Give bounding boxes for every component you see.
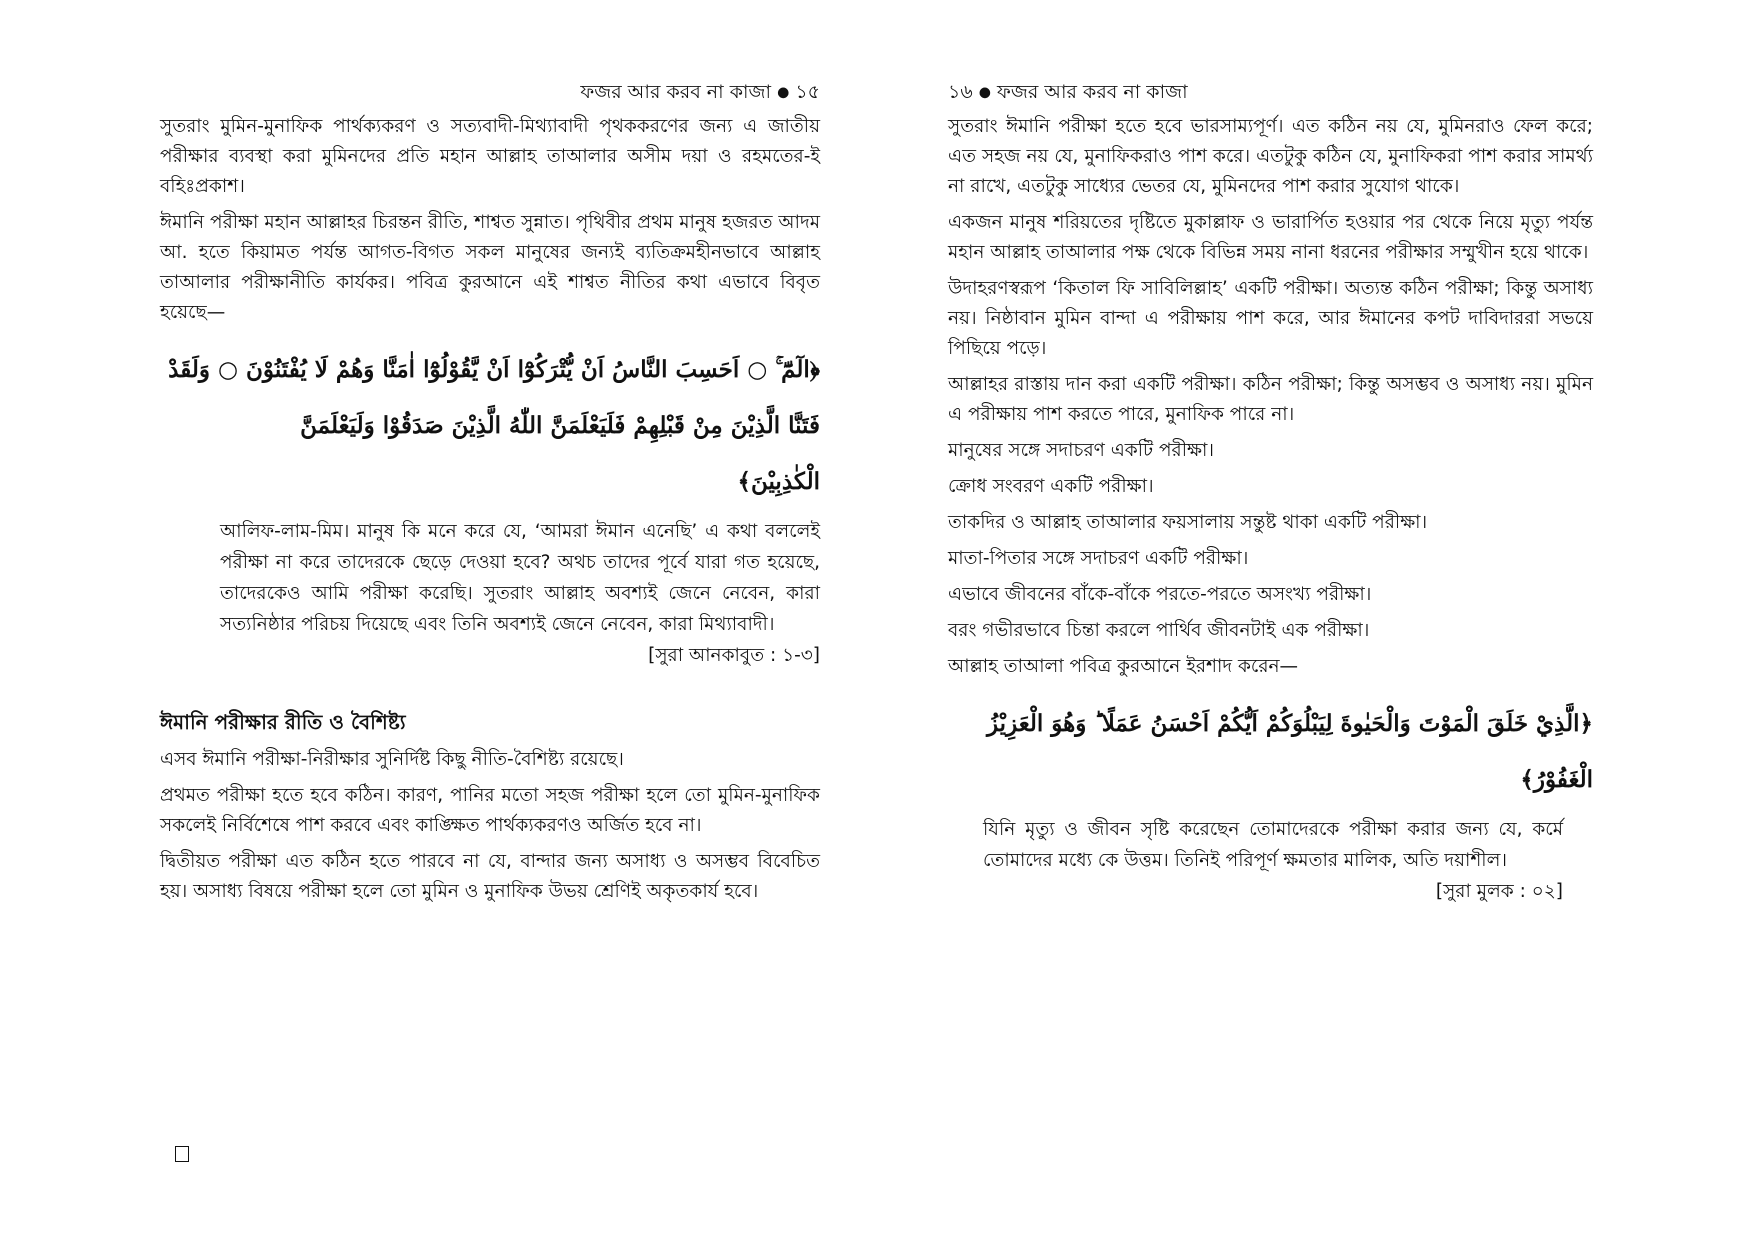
verse-translation <box>948 814 1593 907</box>
paragraph: প্রথমত পরীক্ষা হতে হবে কঠিন। কারণ, পানির মতো সহজ পরীক্ষা হলে তো মুমিন-মুনাফিক সকলেই নির্বিশেষে পাশ করবে এবং কাঙ্ক্ষিত পার্থক্যকরণও অর্জিত হবে না। <box>160 785 820 836</box>
header-bullet: ● <box>777 84 790 101</box>
page-number: ১৫ <box>795 81 820 103</box>
paragraph: আল্লাহ তাআলা পবিত্র কুরআনে ইরশাদ করেন— <box>948 656 1299 677</box>
paragraph: ক্রোধ সংবরণ একটি পরীক্ষা। <box>948 476 1154 497</box>
left-page-body <box>160 112 820 913</box>
paragraph: আল্লাহর রাস্তায় দান করা একটি পরীক্ষা। কঠিন পরীক্ষা; কিন্তু অসম্ভব ও অসাধ্য নয়। মুমিন এ পরীক্ষায় পাশ করতে পারে, মুনাফিক পারে না। <box>948 374 1593 425</box>
arabic-line: الْغَفُوْرُ﴾ <box>1520 766 1593 793</box>
paragraph: মাতা-পিতার সঙ্গে সদাচরণ একটি পরীক্ষা। <box>948 548 1249 569</box>
running-header-left <box>580 80 820 105</box>
translation-text: আলিফ-লাম-মিম। মানুষ কি মনে করে যে, ‘আমরা ঈমান এনেছি’ এ কথা বললেই পরীক্ষা না করে তাদেরকে ছেড়ে দেওয়া হবে? অথচ তাদের পূর্বে যারা গত হয়েছে, তাদেরকেও আমি পরীক্ষা করেছি। সুতরাং আল্লাহ অবশ্যই জেনে নেবেন, কারা সত্যনিষ্ঠার পরিচয় দিয়েছে এবং তিনি অবশ্যই জেনে নেবেন, কারা মিথ্যাবাদী। <box>220 521 820 635</box>
header-bullet: ● <box>978 84 991 101</box>
verse-translation <box>160 516 820 671</box>
paragraph: দ্বিতীয়ত পরীক্ষা এত কঠিন হতে পারবে না যে, বান্দার জন্য অসাধ্য ও অসম্ভব বিবেচিত হয়। অসাধ্য বিষয়ে পরীক্ষা হলে তো মুমিন ও মুনাফিক উভয় শ্রেণিই অকৃতকার্য হবে। <box>160 851 820 902</box>
paragraph: সুতরাং মুমিন-মুনাফিক পার্থক্যকরণ ও সত্যবাদী-মিথ্যাবাদী পৃথককরণের জন্য এ জাতীয় পরীক্ষার ব্যবস্থা করা মুমিনদের প্রতি মহান আল্লাহ তাআলার অসীম দয়া ও রহমতের-ই বহিঃপ্রকাশ। <box>160 116 820 197</box>
verse-reference: [সুরা মুলক : ০২] <box>1435 881 1563 902</box>
translation-text: যিনি মৃত্যু ও জীবন সৃষ্টি করেছেন তোমাদেরকে পরীক্ষা করার জন্য যে, কর্মে তোমাদের মধ্যে কে উত্তম। তিনিই পরিপূর্ণ ক্ষমতার মালিক, অতি দয়াশীল। <box>983 819 1563 871</box>
arabic-line: الْكٰذِبِيْنَ﴾ <box>737 468 820 495</box>
running-header-right <box>948 80 1188 105</box>
page-number: ১৬ <box>948 81 973 103</box>
arabic-line: فَتَنَّا الَّذِيْنَ مِنْ قَبْلِهِمْ فَلَيَعْلَمَنَّ اللّٰهُ الَّذِيْنَ صَدَقُوْا وَلَيَعْلَمَنَّ <box>300 412 820 439</box>
paragraph: মানুষের সঙ্গে সদাচরণ একটি পরীক্ষা। <box>948 440 1214 461</box>
arabic-line: ﴿الٓمّٓ ۚ ○ اَحَسِبَ النَّاسُ اَنْ يُّتْرَكُوْٓا اَنْ يَّقُوْلُوْٓا اٰمَنَّا وَهُمْ لَا يُفْتَنُوْنَ ○ وَلَقَدْ <box>168 356 820 383</box>
quran-verse-arabic <box>160 342 820 510</box>
paragraph: এভাবে জীবনের বাঁকে-বাঁকে পরতে-পরতে অসংখ্য পরীক্ষা। <box>948 584 1372 605</box>
verse-reference: [সুরা আনকাবুত : ১-৩] <box>648 645 820 666</box>
header-title: ফজর আর করব না কাজা <box>997 81 1188 103</box>
right-page-body <box>948 112 1593 917</box>
header-title: ফজর আর করব না কাজা <box>580 81 772 103</box>
corner-box-mark <box>175 1146 189 1162</box>
quran-verse-arabic <box>948 696 1593 808</box>
paragraph: একজন মানুষ শরিয়তের দৃষ্টিতে মুকাল্লাফ ও ভারার্পিত হওয়ার পর থেকে নিয়ে মৃত্যু পর্যন্ত মহান আল্লাহ তাআলার পক্ষ থেকে বিভিন্ন সময় নানা ধরনের পরীক্ষার সম্মুখীন হয়ে থাকে। <box>948 212 1593 263</box>
paragraph: সুতরাং ঈমানি পরীক্ষা হতে হবে ভারসাম্যপূর্ণ। এত কঠিন নয় যে, মুমিনরাও ফেল করে; এত সহজ নয় যে, মুনাফিকরাও পাশ করে। এতটুকু কঠিন যে, মুনাফিকরা পাশ করার সামর্থ্য না রাখে, এতটুকু সাধ্যের ভেতর যে, মুমিনদের পাশ করার সুযোগ থাকে। <box>948 116 1593 197</box>
paragraph: বরং গভীরভাবে চিন্তা করলে পার্থিব জীবনটাই এক পরীক্ষা। <box>948 620 1370 641</box>
paragraph: তাকদির ও আল্লাহ তাআলার ফয়সালায় সন্তুষ্ট থাকা একটি পরীক্ষা। <box>948 512 1428 533</box>
arabic-line: ﴿الَّذِيْ خَلَقَ الْمَوْتَ وَالْحَيٰوةَ لِيَبْلُوَكُمْ اَيُّكُمْ اَحْسَنُ عَمَلًا ؕ وَهُوَ الْعَزِيْزُ <box>986 710 1593 737</box>
paragraph: ঈমানি পরীক্ষা মহান আল্লাহর চিরন্তন রীতি, শাশ্বত সুন্নাত। পৃথিবীর প্রথম মানুষ হজরত আদম আ. হতে কিয়ামত পর্যন্ত আগত-বিগত সকল মানুষের জন্যই ব্যতিক্রমহীনভাবে আল্লাহ তাআলার পরীক্ষানীতি কার্যকর। পবিত্র কুরআনে এই শাশ্বত নীতির কথা এভাবে বিবৃত হয়েছে— <box>160 212 820 323</box>
paragraph: উদাহরণস্বরূপ ‘কিতাল ফি সাবিলিল্লাহ’ একটি পরীক্ষা। অত্যন্ত কঠিন পরীক্ষা; কিন্তু অসাধ্য নয়। নিষ্ঠাবান মুমিন বান্দা এ পরীক্ষায় পাশ করে, আর ঈমানের কপট দাবিদাররা সভয়ে পিছিয়ে পড়ে। <box>948 278 1593 359</box>
paragraph: এসব ঈমানি পরীক্ষা-নিরীক্ষার সুনির্দিষ্ট কিছু নীতি-বৈশিষ্ট্য রয়েছে। <box>160 749 624 770</box>
section-heading: ঈমানি পরীক্ষার রীতি ও বৈশিষ্ট্য <box>160 710 406 734</box>
